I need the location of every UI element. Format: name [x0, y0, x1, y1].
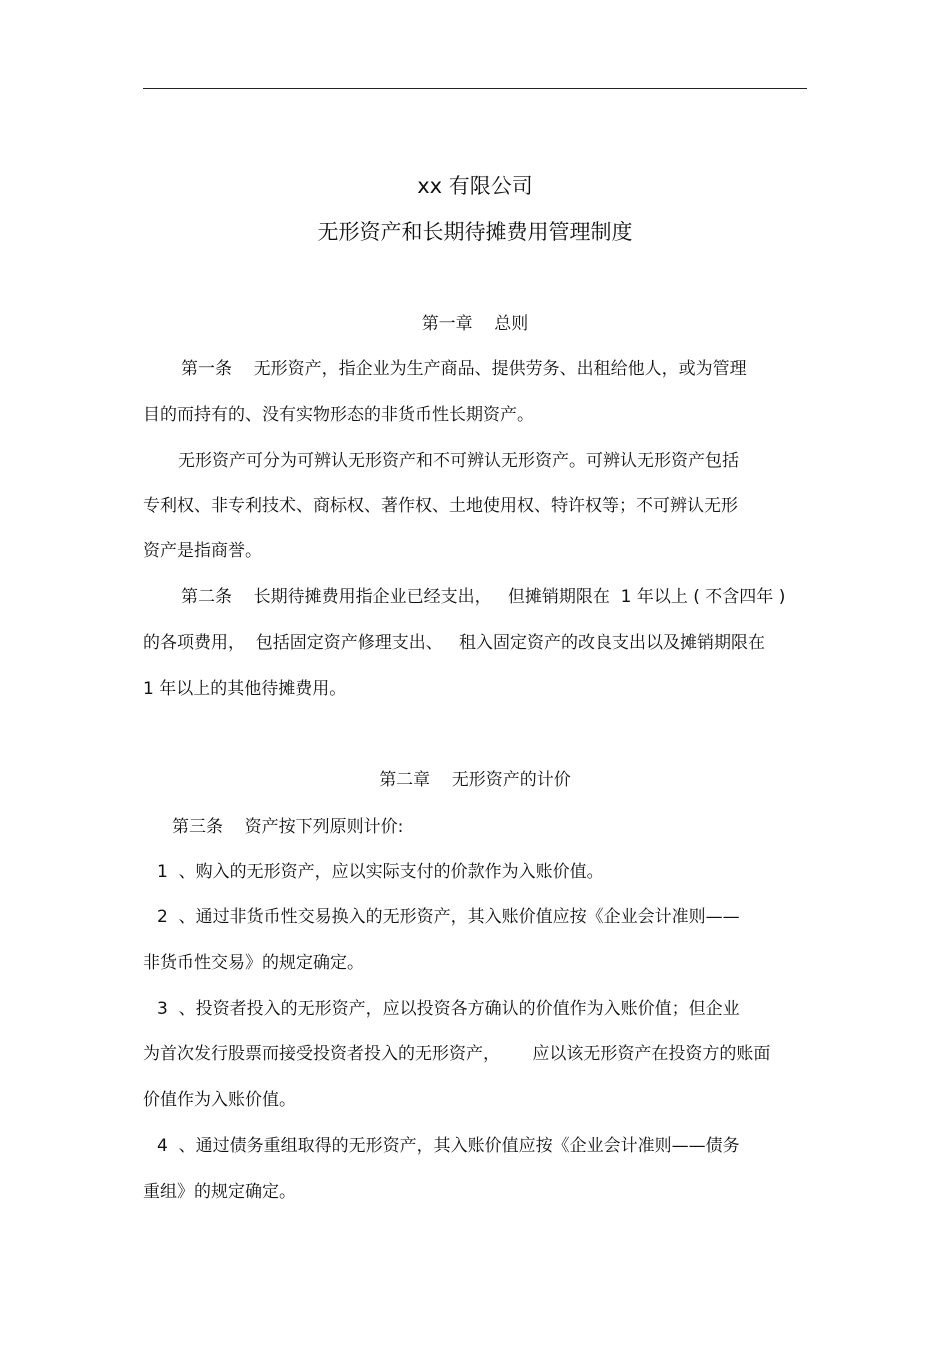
header-rule — [143, 88, 807, 89]
item-4-line-1: 4 、通过债务重组取得的无形资产，其入账价值应按《企业会计准则——债务 — [157, 1136, 740, 1156]
article-1-para-2-line-2: 专利权、非专利技术、商标权、著作权、土地使用权、特许权等；不可辨认无形 — [143, 496, 738, 516]
article-2-line-2: 的各项费用， 包括固定资产修理支出、 租入固定资产的改良支出以及摊销期限在 — [143, 633, 766, 653]
article-2-line-1: 第二条 长期待摊费用指企业已经支出， 但摊销期限在 1 年以上 ( 不含四年 ) — [181, 587, 786, 607]
item-3-line-3: 价值作为入账价值。 — [143, 1090, 296, 1110]
article-3-line-1: 第三条 资产按下列原则计价: — [172, 817, 404, 837]
chapter-2-heading: 第二章 无形资产的计价 — [379, 770, 571, 790]
article-1-line-2: 目的而持有的、没有实物形态的非货币性长期资产。 — [143, 405, 534, 425]
item-3-line-2: 为首次发行股票而接受投资者投入的无形资产， 应以该无形资产在投资方的账面 — [143, 1044, 771, 1064]
item-4-line-2: 重组》的规定确定。 — [143, 1182, 296, 1202]
item-3-line-1: 3 、投资者投入的无形资产，应以投资各方确认的价值作为入账价值；但企业 — [157, 999, 740, 1019]
article-1-para-2-line-3: 资产是指商誉。 — [143, 541, 262, 561]
item-2-line-1: 2 、通过非货币性交易换入的无形资产，其入账价值应按《企业会计准则—— — [157, 907, 740, 927]
article-1-para-2-line-1: 无形资产可分为可辨认无形资产和不可辨认无形资产。可辨认无形资产包括 — [178, 451, 739, 471]
document-title: 无形资产和长期待摊费用管理制度 — [317, 220, 633, 244]
article-2-line-3: 1 年以上的其他待摊费用。 — [143, 679, 347, 699]
chapter-1-heading: 第一章 总则 — [421, 314, 529, 334]
item-1-line-1: 1 、购入的无形资产，应以实际支付的价款作为入账价值。 — [157, 862, 604, 882]
item-2-line-2: 非货币性交易》的规定确定。 — [143, 953, 364, 973]
article-1-line-1: 第一条 无形资产，指企业为生产商品、提供劳务、出租给他人，或为管理 — [181, 359, 747, 379]
company-title: xx 有限公司 — [417, 174, 533, 198]
